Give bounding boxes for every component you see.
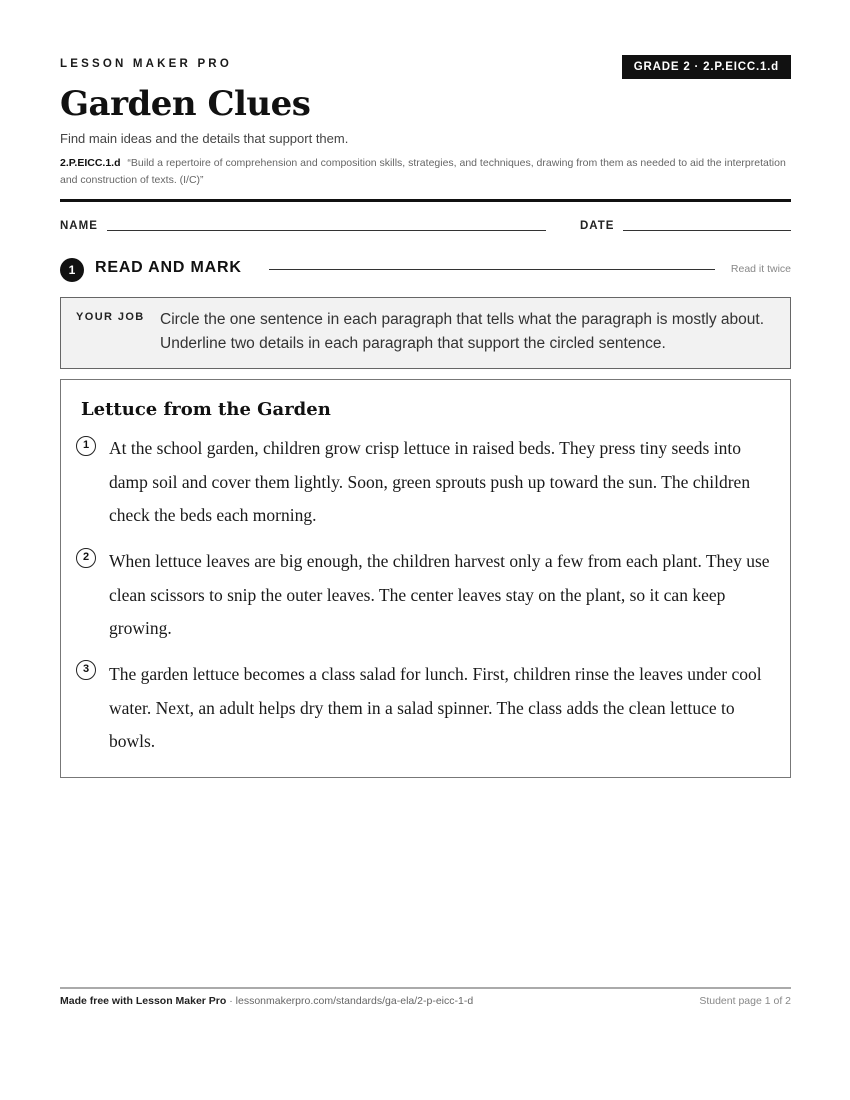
paragraph-number: 2 xyxy=(76,548,96,568)
instructions-text: Circle the one sentence in each paragraph that tells what the paragraph is mostly about. Underline two details in each paragraph that support the circled sentence. xyxy=(160,311,765,352)
footer-divider xyxy=(60,987,791,989)
page-indicator: Student page 1 of 2 xyxy=(699,995,791,1007)
date-label: DATE xyxy=(580,220,615,232)
paragraph-number: 3 xyxy=(76,660,96,680)
footer-made-with: Made free with Lesson Maker Pro xyxy=(60,995,227,1007)
grade-badge: GRADE 2 · 2.P.EICC.1.d xyxy=(622,55,791,79)
standard-text: “Build a repertoire of comprehension and composition skills, strategies, and techniques, drawing from them as needed to aid the interpretation and construction of texts. (I/C)” xyxy=(60,157,786,186)
section-rule xyxy=(269,269,715,270)
instructions-box xyxy=(60,297,791,369)
instructions-label: YOUR JOB xyxy=(76,311,145,323)
date-field[interactable] xyxy=(623,230,791,231)
standard-code: 2.P.EICC.1.d xyxy=(60,157,121,169)
paragraph-text[interactable]: The garden lettuce becomes a class salad for lunch. First, children rinse the leaves under cool water. Next, an adult helps dry them in a salad spinner. The class adds the clean lettuce to bowls. xyxy=(109,664,762,751)
header-divider xyxy=(60,199,791,202)
footer-url[interactable]: · lessonmakerpro.com/standards/ga-ela/2-p-eicc-1-d xyxy=(229,995,474,1007)
reading-passage xyxy=(60,379,791,778)
name-label: NAME xyxy=(60,220,98,232)
worksheet-page xyxy=(60,0,791,1100)
standard-description xyxy=(60,155,791,189)
section-number-badge: 1 xyxy=(60,258,84,282)
page-title: Garden Clues xyxy=(60,84,311,124)
brand-name: LESSON MAKER PRO xyxy=(60,58,232,70)
section-note: Read it twice xyxy=(730,263,791,275)
section-title: READ AND MARK xyxy=(95,259,242,276)
paragraph-number: 1 xyxy=(76,436,96,456)
page-subtitle: Find main ideas and the details that support them. xyxy=(60,131,349,146)
footer-credit xyxy=(60,995,473,1007)
name-field[interactable] xyxy=(107,230,546,231)
paragraph-text[interactable]: When lettuce leaves are big enough, the children harvest only a few from each plant. They use clean scissors to snip the outer leaves. The center leaves stay on the plant, so it can keep growing. xyxy=(109,551,770,638)
paragraph-text[interactable]: At the school garden, children grow crisp lettuce in raised beds. They press tiny seeds into damp soil and cover them lightly. Soon, green sprouts push up toward the sun. The children check the beds each morning. xyxy=(109,438,751,525)
passage-title: Lettuce from the Garden xyxy=(81,399,331,420)
